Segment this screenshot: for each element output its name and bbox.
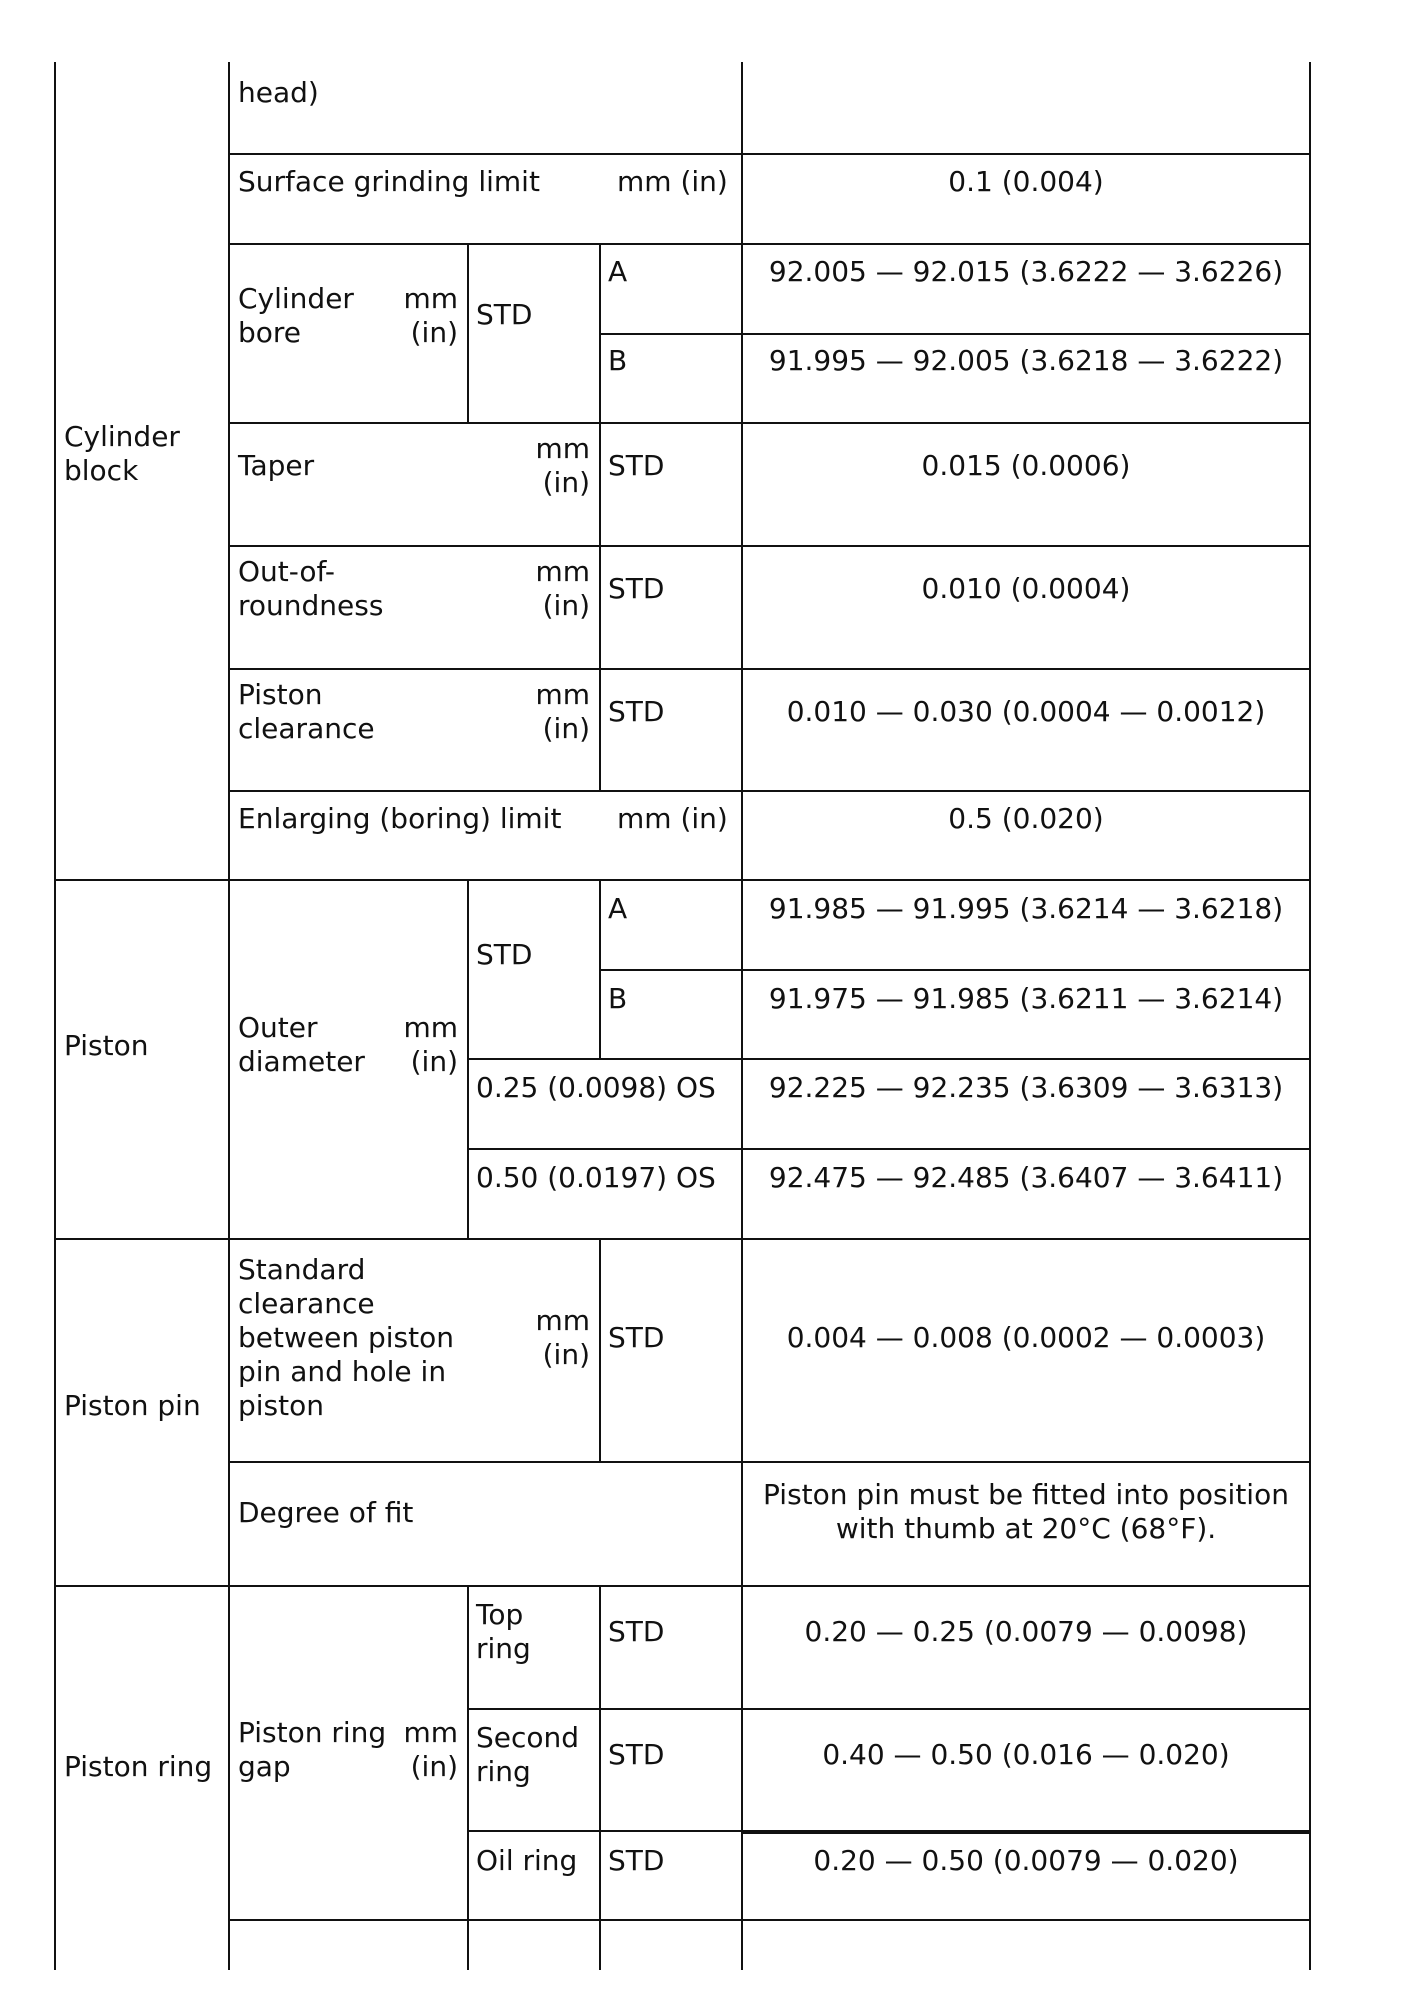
table-rule xyxy=(54,1238,1311,1240)
table-rule xyxy=(599,333,1311,335)
head-continuation: head) xyxy=(238,76,319,109)
pin-clearance-label: Standard xyxy=(238,1253,366,1286)
piston-clearance-label: clearance xyxy=(238,712,375,745)
taper-unit: mm xyxy=(535,432,590,465)
outer-diameter-label: diameter xyxy=(238,1045,365,1078)
pin-clearance-label: clearance xyxy=(238,1287,375,1320)
table-rule xyxy=(467,1148,1311,1150)
pin-clearance-label: pin and hole in xyxy=(238,1355,447,1388)
outer-diameter-unit: mm xyxy=(403,1011,458,1044)
table-rule xyxy=(599,243,601,791)
top-ring-label: Top xyxy=(476,1598,524,1631)
second-ring-label: Second xyxy=(476,1721,580,1754)
pin-clearance-label: piston xyxy=(238,1389,324,1422)
cylinder-bore-value-a: 92.005 — 92.015 (3.6222 — 3.6226) xyxy=(768,255,1284,288)
table-rule xyxy=(54,62,56,1970)
piston-clearance-value: 0.010 — 0.030 (0.0004 — 0.0012) xyxy=(786,695,1266,728)
degree-of-fit-value: with thumb at 20°C (68°F). xyxy=(835,1512,1217,1545)
out-of-roundness-value: 0.010 (0.0004) xyxy=(921,572,1131,605)
top-ring-value: 0.20 — 0.25 (0.0079 — 0.0098) xyxy=(804,1615,1248,1648)
table-rule xyxy=(467,1585,469,1970)
table-rule xyxy=(228,243,1311,245)
category-piston-pin: Piston pin xyxy=(64,1389,201,1422)
cylinder-bore-unit: mm xyxy=(403,282,458,315)
pin-clearance-label: between piston xyxy=(238,1321,454,1354)
enlarging-limit-label: Enlarging (boring) limit xyxy=(238,802,562,835)
piston-clearance-grade: STD xyxy=(608,695,665,728)
pin-clearance-value: 0.004 — 0.008 (0.0002 — 0.0003) xyxy=(786,1321,1266,1354)
piston-clearance-unit: (in) xyxy=(542,712,590,745)
out-of-roundness-grade: STD xyxy=(608,572,665,605)
table-rule xyxy=(741,1832,1311,1834)
surface-grinding-unit: mm (in) xyxy=(617,165,728,198)
outer-diameter-grade-a: A xyxy=(608,892,628,925)
table-rule xyxy=(228,1919,1311,1921)
table-rule xyxy=(228,545,1311,547)
outer-diameter-grade-b: B xyxy=(608,982,628,1015)
table-rule xyxy=(228,668,1311,670)
outer-diameter-value-a: 91.985 — 91.995 (3.6214 — 3.6218) xyxy=(768,892,1284,925)
outer-diameter-oversize: 0.25 (0.0098) OS xyxy=(476,1071,716,1104)
cylinder-bore-label: bore xyxy=(238,316,302,349)
taper-grade: STD xyxy=(608,449,665,482)
table-rule xyxy=(228,790,1311,792)
category-cylinder-block: block xyxy=(64,454,139,487)
outer-diameter-value-b: 91.975 — 91.985 (3.6211 — 3.6214) xyxy=(768,982,1284,1015)
cylinder-bore-value-b: 91.995 — 92.005 (3.6218 — 3.6222) xyxy=(768,344,1284,377)
top-ring-grade: STD xyxy=(608,1615,665,1648)
second-ring-grade: STD xyxy=(608,1738,665,1771)
cylinder-bore-grade: STD xyxy=(476,298,533,331)
cylinder-bore-unit: (in) xyxy=(410,316,458,349)
outer-diameter-label: Outer xyxy=(238,1011,318,1044)
outer-diameter-oversize: 0.50 (0.0197) OS xyxy=(476,1161,716,1194)
out-of-roundness-unit: mm xyxy=(535,555,590,588)
taper-value: 0.015 (0.0006) xyxy=(921,449,1131,482)
taper-label: Taper xyxy=(238,449,315,482)
piston-clearance-unit: mm xyxy=(535,678,590,711)
table-rule xyxy=(228,62,230,1970)
oil-ring-value: 0.20 — 0.50 (0.0079 — 0.020) xyxy=(813,1844,1239,1877)
oil-ring-grade: STD xyxy=(608,1844,665,1877)
ring-gap-label: Piston ring xyxy=(238,1716,387,1749)
second-ring-value: 0.40 — 0.50 (0.016 — 0.020) xyxy=(822,1738,1230,1771)
degree-of-fit-label: Degree of fit xyxy=(238,1496,414,1529)
cylinder-bore-grade-b: B xyxy=(608,344,628,377)
second-ring-label: ring xyxy=(476,1755,531,1788)
outer-diameter-oversize-value: 92.225 — 92.235 (3.6309 — 3.6313) xyxy=(768,1071,1284,1104)
table-rule xyxy=(599,1585,601,1970)
out-of-roundness-label: roundness xyxy=(238,589,384,622)
outer-diameter-unit: (in) xyxy=(410,1045,458,1078)
ring-gap-unit: (in) xyxy=(410,1750,458,1783)
enlarging-limit-unit: mm (in) xyxy=(617,802,728,835)
table-rule xyxy=(54,879,1311,881)
out-of-roundness-unit: (in) xyxy=(542,589,590,622)
table-rule xyxy=(228,422,1311,424)
surface-grinding-label: Surface grinding limit xyxy=(238,165,540,198)
table-rule xyxy=(228,153,1311,155)
category-piston-ring: Piston ring xyxy=(64,1750,213,1783)
table-rule xyxy=(467,243,469,423)
table-rule xyxy=(599,969,1311,971)
pin-clearance-unit: mm xyxy=(535,1304,590,1337)
ring-gap-unit: mm xyxy=(403,1716,458,1749)
enlarging-limit-value: 0.5 (0.020) xyxy=(948,802,1104,835)
table-rule xyxy=(599,1238,601,1462)
table-rule xyxy=(228,1461,1311,1463)
table-rule xyxy=(467,1058,1311,1060)
surface-grinding-value: 0.1 (0.004) xyxy=(948,165,1104,198)
cylinder-bore-grade-a: A xyxy=(608,255,628,288)
ring-gap-label: gap xyxy=(238,1750,291,1783)
out-of-roundness-label: Out-of- xyxy=(238,555,335,588)
oil-ring-label: Oil ring xyxy=(476,1844,578,1877)
table-rule xyxy=(54,1585,1311,1587)
pin-clearance-grade: STD xyxy=(608,1321,665,1354)
cylinder-bore-label: Cylinder xyxy=(238,282,354,315)
category-piston: Piston xyxy=(64,1029,149,1062)
pin-clearance-unit: (in) xyxy=(542,1338,590,1371)
table-rule xyxy=(1309,62,1311,1970)
top-ring-label: ring xyxy=(476,1632,531,1665)
outer-diameter-grade: STD xyxy=(476,938,533,971)
piston-clearance-label: Piston xyxy=(238,678,323,711)
taper-unit: (in) xyxy=(542,466,590,499)
category-cylinder-block: Cylinder xyxy=(64,420,180,453)
table-rule xyxy=(467,1708,1311,1710)
outer-diameter-oversize-value: 92.475 — 92.485 (3.6407 — 3.6411) xyxy=(768,1161,1284,1194)
degree-of-fit-value: Piston pin must be fitted into position xyxy=(763,1478,1289,1511)
